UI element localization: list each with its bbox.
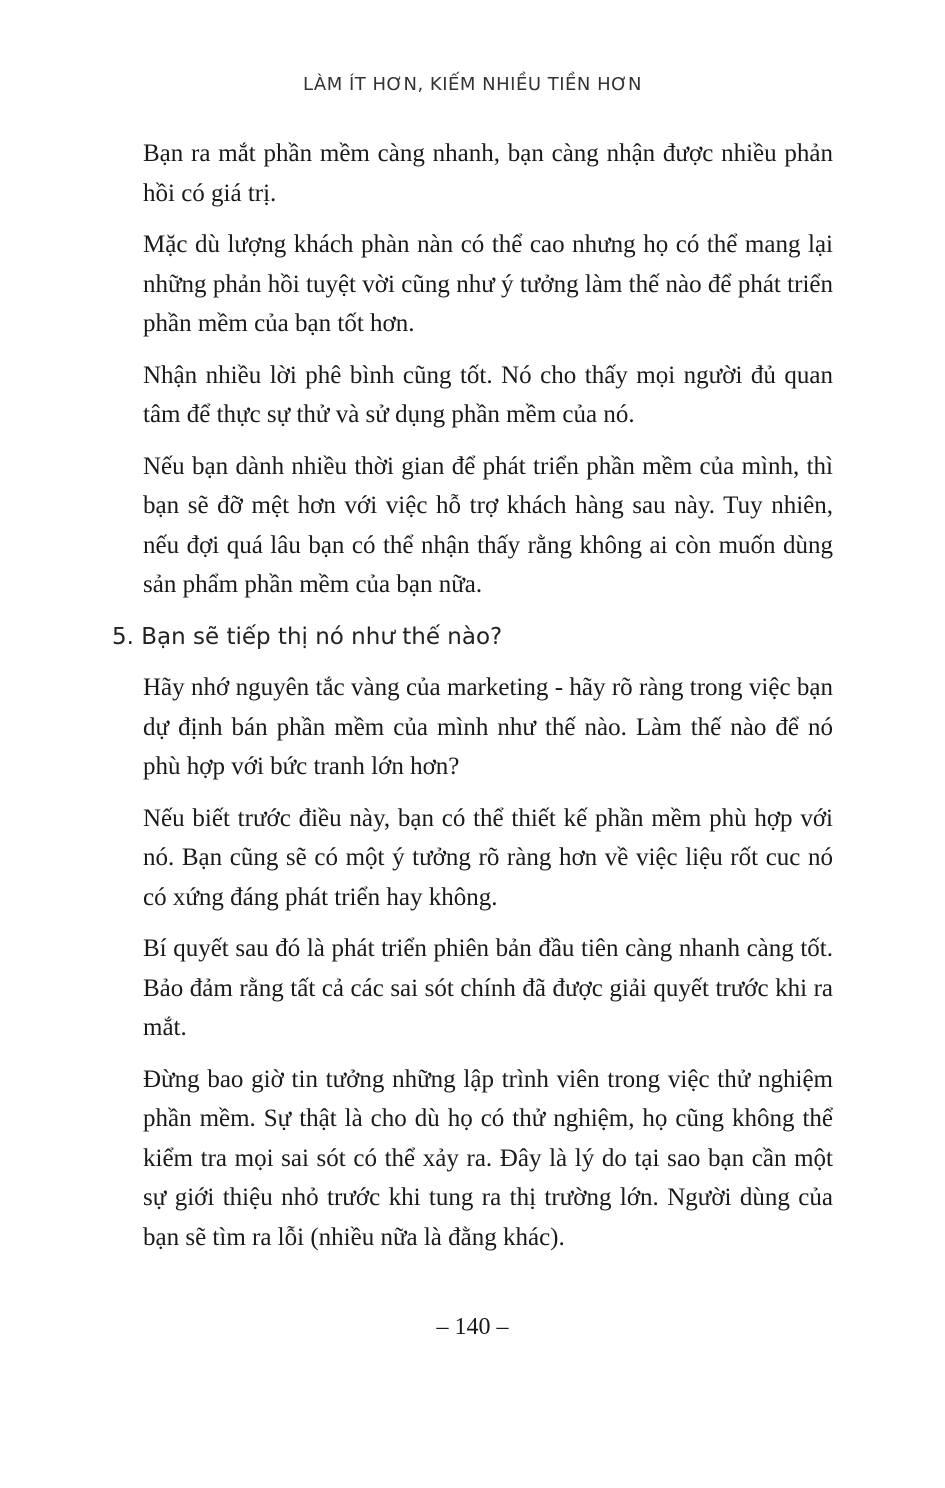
running-header: LÀM ÍT HƠN, KIẾM NHIỀU TIỀN HƠN (302, 74, 643, 95)
paragraph: Hãy nhớ nguyên tắc vàng của marketing - hãy rõ ràng trong việc bạn dự định bán phần mềm của mình như thế nào. Làm thế nào để nó phù hợp với bức tranh lớn hơn? (143, 674, 833, 780)
paragraph: Nhận nhiều lời phê bình cũng tốt. Nó cho thấy mọi người đủ quan tâm để thực sự thử và sử dụng phần mềm của nó. (143, 361, 833, 428)
paragraph: Nếu bạn dành nhiều thời gian để phát triển phần mềm của mình, thì bạn sẽ đỡ mệt hơn với việc hỗ trợ khách hàng sau này. Tuy nhiên, nếu đợi quá lâu bạn có thể nhận thấy rằng không ai còn muốn dùng sản phẩm phần mềm của bạn nữa. (143, 452, 833, 598)
paragraph: Mặc dù lượng khách phàn nàn có thể cao nhưng họ có thể mang lại những phản hồi tuyệt vời cũng như ý tưởng làm thế nào để phát triển phần mềm của bạn tốt hơn. (143, 231, 833, 337)
page-number: – 140 – (436, 1314, 509, 1340)
section-heading: 5. Bạn sẽ tiếp thị nó như thế nào? (112, 624, 503, 650)
paragraph: Nếu biết trước điều này, bạn có thể thiết kế phần mềm phù hợp với nó. Bạn cũng sẽ có một ý tưởng rõ ràng hơn về việc liệu rốt cuc nó có xứng đáng phát triển hay không. (143, 804, 833, 911)
section-a (143, 134, 833, 605)
paragraph: Bí quyết sau đó là phát triển phiên bản đầu tiên càng nhanh càng tốt. Bảo đảm rằng tất cả các sai sót chính đã được giải quyết trước khi ra mắt. (143, 935, 833, 1041)
paragraph: Bạn ra mắt phần mềm càng nhanh, bạn càng nhận được nhiều phản hồi có giá trị. (143, 140, 833, 207)
paragraph: Đừng bao giờ tin tưởng những lập trình viên trong việc thử nghiệm phần mềm. Sự thật là cho dù họ có thử nghiệm, họ cũng không thể kiểm tra mọi sai sót có thể xảy ra. Đây là lý do tại sao bạn cần một sự giới thiệu nhỏ trước khi tung ra thị trường lớn. Người dùng của bạn sẽ tìm ra lỗi (nhiều nữa là đằng khác). (143, 1065, 833, 1251)
section-b (143, 668, 833, 1257)
